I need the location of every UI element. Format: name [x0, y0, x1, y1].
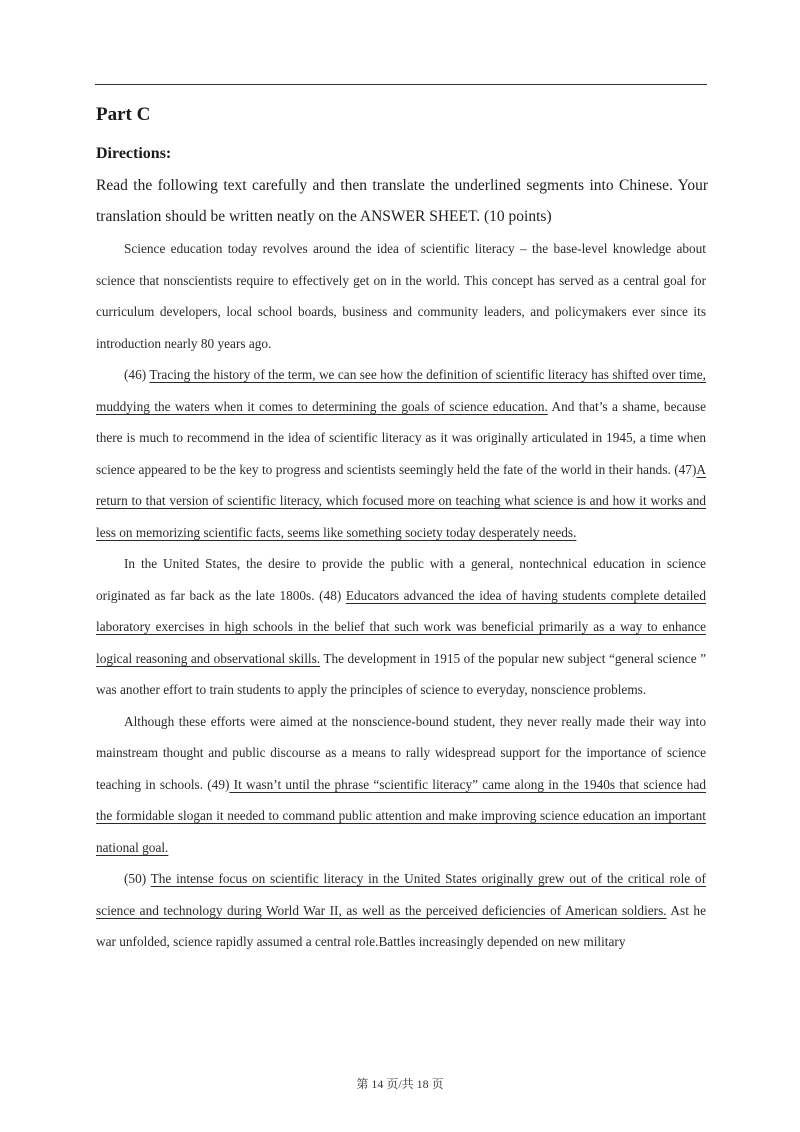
part-title: Part C: [96, 104, 151, 125]
underlined-segment-50: The intense focus on scientific literacy in the United States originally grew out of the critical role of science and technology during World War II, as well as the perceived deficiencies of American soldiers.: [96, 871, 706, 918]
paragraph-4-text: Although these efforts were aimed at the nonscience-bound student, they never really made their way into mainstream thought and public discourse as a means to rally widespread support for the importance of science teaching in schools. (49): [96, 713, 706, 792]
question-46-number: (46): [124, 367, 150, 382]
paragraph-3-text-end: The development in 1915 of the popular new subject “general science ” was another effort to train students to apply the principles of science to everyday, nonscience problems.: [96, 650, 706, 697]
paragraph-5: [96, 863, 706, 958]
question-50-number: (50): [124, 871, 151, 886]
directions-text: Read the following text carefully and then translate the underlined segments into Chinese. Your translation should be written neatly on the ANSWER SHEET. (10 points): [96, 177, 708, 225]
underlined-segment-47: A return to that version of scientific literacy, which focused more on teaching what science is and how it works and less on memorizing scientific facts, seems like something society today desperately needs.: [96, 461, 706, 540]
paragraph-1: [96, 233, 706, 359]
paragraph-2-text: And that’s a shame, because there is much to recommend in the idea of scientific literacy as it was originally articulated in 1945, a time when science appeared to be the key to progress and scientists seemingly held the fate of the world in their hands. (47): [96, 398, 706, 477]
paragraph-1-text: Science education today revolves around the idea of scientific literacy – the base-level knowledge about science that nonscientists require to effectively get on in the world. This concept has served as a central goal for curriculum developers, local school boards, business and community leaders, and policymakers ever since its introduction nearly 80 years ago.: [96, 241, 706, 351]
directions-label: Directions:: [96, 145, 172, 162]
underlined-segment-49: It wasn’t until the phrase “scientific literacy” came along in the 1940s that science had the formidable slogan it needed to command public attention and make improving science education an important national goal.: [96, 776, 706, 855]
paragraph-3-text: In the United States, the desire to provide the public with a general, nontechnical education in science originated as far back as the late 1800s. (48): [96, 556, 706, 603]
paragraph-3: [96, 548, 706, 706]
paragraph-2: [96, 359, 706, 548]
header-rule: [95, 84, 707, 85]
underlined-segment-48: Educators advanced the idea of having students complete detailed laboratory exercises in high schools in the belief that such work was beneficial primarily as a way to enhance logical reasoning and observational skills.: [96, 587, 706, 666]
paragraph-4: [96, 706, 706, 864]
underlined-segment-46: Tracing the history of the term, we can see how the definition of scientific literacy has shifted over time, muddying the waters when it comes to determining the goals of science education.: [96, 367, 706, 414]
page-footer: 第 14 页/共 18 页: [356, 1077, 444, 1091]
paragraph-5-text-end: Ast he war unfolded, science rapidly assumed a central role.Battles increasingly depended on new military: [96, 902, 706, 949]
passage: [96, 233, 706, 958]
